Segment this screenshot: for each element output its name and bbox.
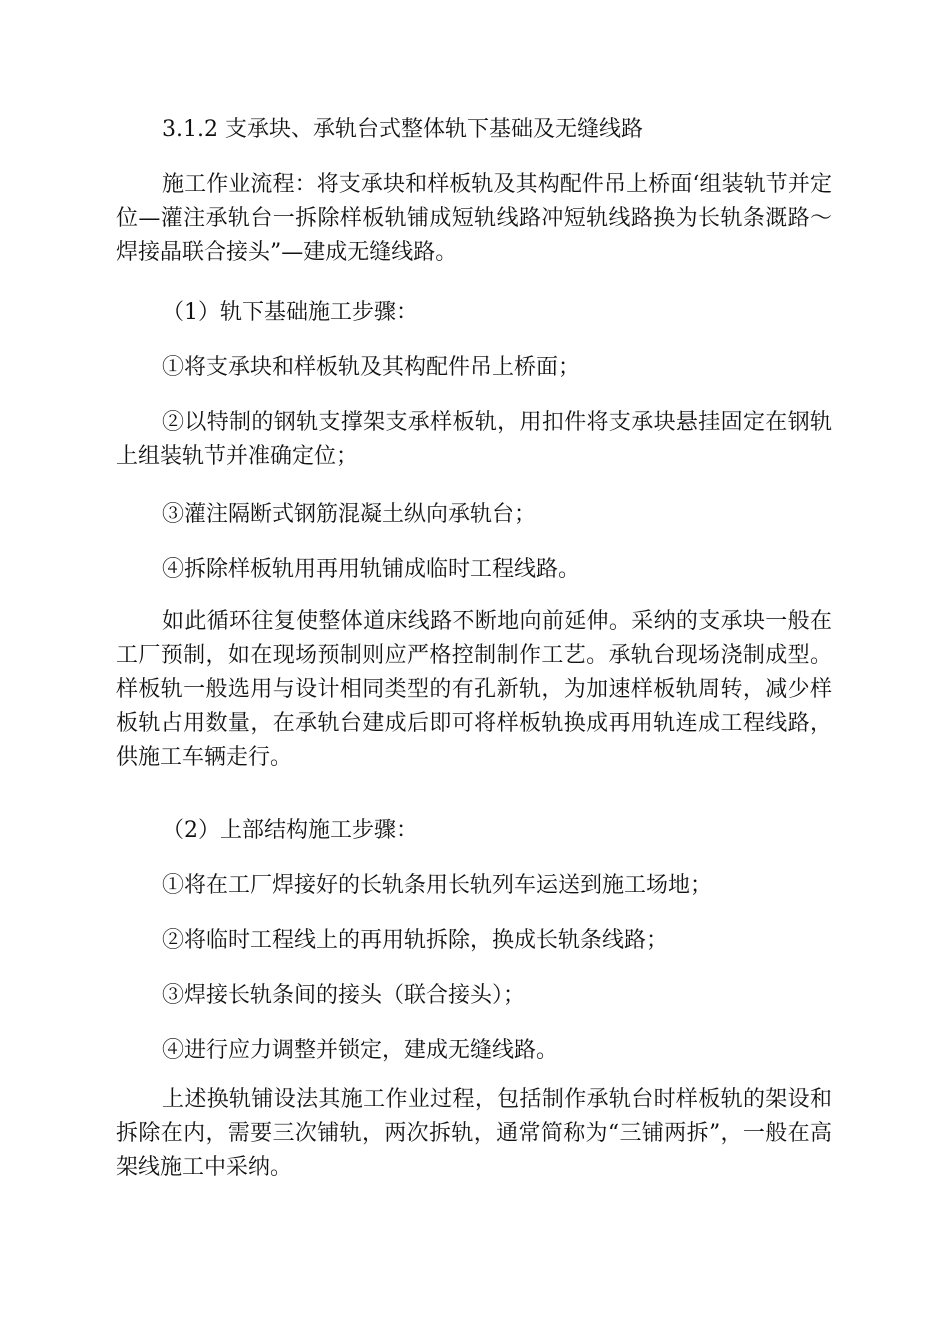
part2-step-2: ②将临时工程线上的再用轨拆除，换成长轨条线路； <box>162 928 669 953</box>
part1-step-1: ①将支承块和样板轨及其构配件吊上桥面； <box>162 355 581 380</box>
part1-heading: （1）轨下基础施工步骤： <box>162 300 418 325</box>
part2-step-3: ③焊接长轨条间的接头（联合接头）； <box>162 983 526 1008</box>
intro-paragraph: 施工作业流程：将支承块和样板轨及其构配件吊上桥面‘组装轨节并定位—灌注承轨台一拆除样板轨铺成短轨线路冲短轨线路换为长轨条溉路～焊接晶联合接头”—建成无缝线路。 <box>116 172 832 265</box>
part2-heading: （2）上部结构施工步骤： <box>162 818 418 843</box>
section-heading: 3.1.2 支承块、承轨台式整体轨下基础及无缝线路 <box>162 117 643 142</box>
conclusion-paragraph: 上述换轨铺设法其施工作业过程，包括制作承轨台时样板轨的架设和拆除在内，需要三次铺轨，两次拆轨，通常简称为“三铺两拆”，一般在高架线施工中采纳。 <box>116 1087 832 1180</box>
part1-step-4: ④拆除样板轨用再用轨铺成临时工程线路。 <box>162 557 581 582</box>
part1-step-3: ③灌注隔断式钢筋混凝土纵向承轨台； <box>162 502 537 527</box>
part2-step-1: ①将在工厂焊接好的长轨条用长轨列车运送到施工场地； <box>162 873 713 898</box>
part1-paragraph: 如此循环往复使整体道床线路不断地向前延伸。采纳的支承块一般在工厂预制，如在现场预制则应严格控制制作工艺。承轨台现场浇制成型。样板轨一般选用与设计相同类型的有孔新轨，为加速样板轨周转，减少样板轨占用数量，在承轨台建成后即可将样板轨换成再用轨连成工程线路，供施工车辆走行。 <box>116 609 832 770</box>
part1-step-2: ②以特制的钢轨支撑架支承样板轨，用扣件将支承块悬挂固定在钢轨上组装轨节并准确定位； <box>116 410 832 469</box>
part2-step-4: ④进行应力调整并锁定，建成无缝线路。 <box>162 1038 559 1063</box>
